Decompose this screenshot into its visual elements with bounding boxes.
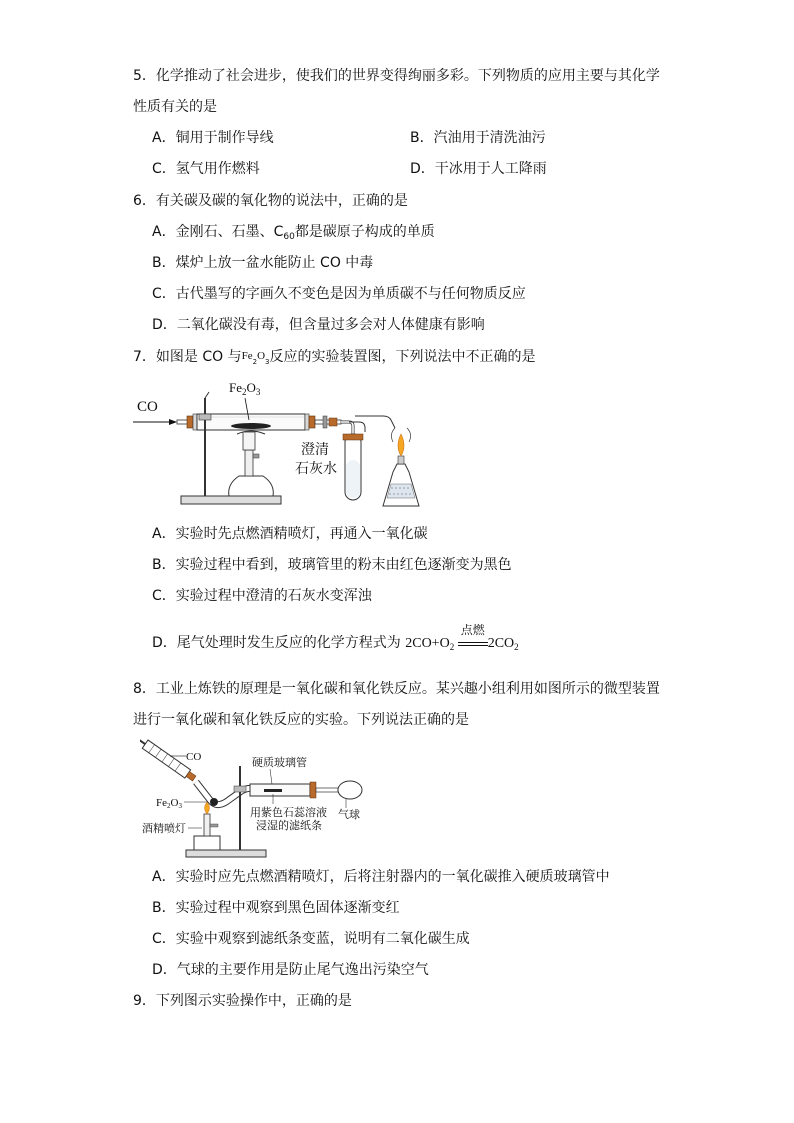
q5-option-d: D．干冰用于人工降雨 — [410, 161, 547, 177]
q7-eq-condition: 点燃 — [460, 623, 485, 637]
q7-option-c: C．实验过程中澄清的石灰水变浑浊 — [152, 588, 372, 604]
q7-apparatus-figure — [133, 376, 433, 512]
q8-option-d: D．气球的主要作用是防止尾气逸出污染空气 — [152, 962, 429, 978]
q8-fe2o3-label: Fe2O3 — [156, 797, 182, 810]
q8-stem-line1: 8．工业上炼铁的原理是一氧化碳和氧化铁反应。某兴趣小组利用如图所示的微型装置 — [133, 681, 660, 697]
arrow-right-icon — [133, 419, 177, 425]
q5-option-a: A．铜用于制作导线 — [152, 130, 274, 146]
balloon-icon — [338, 781, 362, 799]
q7-option-d: D．尾气处理时发生反应的化学方程式为 $2CO+O_2$ 点燃 $2CO_2$ — [152, 623, 519, 652]
q7-co-label: CO — [137, 399, 158, 415]
q5-stem-line2: 性质有关的是 — [133, 99, 217, 115]
q8-option-c: C．实验中观察到滤纸条变蓝，说明有二氧化碳生成 — [152, 931, 470, 947]
q8-balloon-label: 气球 — [338, 809, 360, 821]
q7-option-b: B．实验过程中看到，玻璃管里的粉末由红色逐渐变为黑色 — [152, 557, 512, 573]
q5-stem-line1: 5．化学推动了社会进步，使我们的世界变得绚丽多彩。下列物质的应用主要与其化学 — [133, 68, 660, 84]
q8-option-b: B．实验过程中观察到黑色固体逐渐变红 — [152, 900, 400, 916]
q8-paper-label-2: 浸湿的滤纸条 — [256, 820, 322, 832]
q5-option-b: B．汽油用于清洗油污 — [410, 130, 546, 146]
fe2o3-sample — [210, 798, 218, 806]
q6-option-c: C．古代墨写的字画久不变色是因为单质碳不与任何物质反应 — [152, 286, 526, 302]
q7-fe2o3-label: $Fe_2O_3$ — [229, 380, 261, 397]
q6-option-d: D．二氧化碳没有毒，但含量过多会对人体健康有影响 — [152, 317, 485, 333]
q8-stem-line2: 进行一氧化碳和氧化铁反应的实验。下列说法正确的是 — [133, 712, 469, 728]
q8-lamp-label: 酒精喷灯 — [142, 823, 186, 835]
flame-icon — [398, 434, 404, 456]
q6-option-b: B．煤炉上放一盆水能防止 CO 中毒 — [152, 255, 374, 271]
q7-stem: 7．如图是 CO 与$Fe_2O_3$反应的实验装置图，下列说法中不正确的是 — [133, 349, 536, 366]
q9-stem: 9．下列图示实验操作中，正确的是 — [133, 993, 352, 1009]
q8-option-a: A．实验时应先点燃酒精喷灯，后将注射器内的一氧化碳推入硬质玻璃管中 — [152, 869, 610, 885]
q7-equation: $2CO+O_2$ 点燃 $2CO_2$ — [405, 623, 519, 652]
q8-tube-label: 硬质玻璃管 — [252, 757, 307, 769]
q6-option-a: A．金刚石、石墨、$C_{60}$都是碳原子构成的单质 — [152, 224, 435, 242]
q5-option-c: C．氢气用作燃料 — [152, 161, 260, 177]
fe2o3-powder — [231, 423, 271, 429]
filter-paper-strip — [264, 789, 282, 792]
q8-co-label: CO — [186, 751, 202, 763]
q6-stem: 6．有关碳及碳的氧化物的说法中，正确的是 — [133, 193, 408, 209]
q7-limewater-label-1: 澄清 — [301, 443, 329, 458]
q8-apparatus-figure — [140, 736, 380, 862]
q7-limewater-label-2: 石灰水 — [295, 462, 337, 477]
q8-paper-label-1: 用紫色石蕊溶液 — [250, 807, 327, 819]
q7-option-a: A．实验时先点燃酒精喷灯，再通入一氧化碳 — [152, 526, 428, 542]
